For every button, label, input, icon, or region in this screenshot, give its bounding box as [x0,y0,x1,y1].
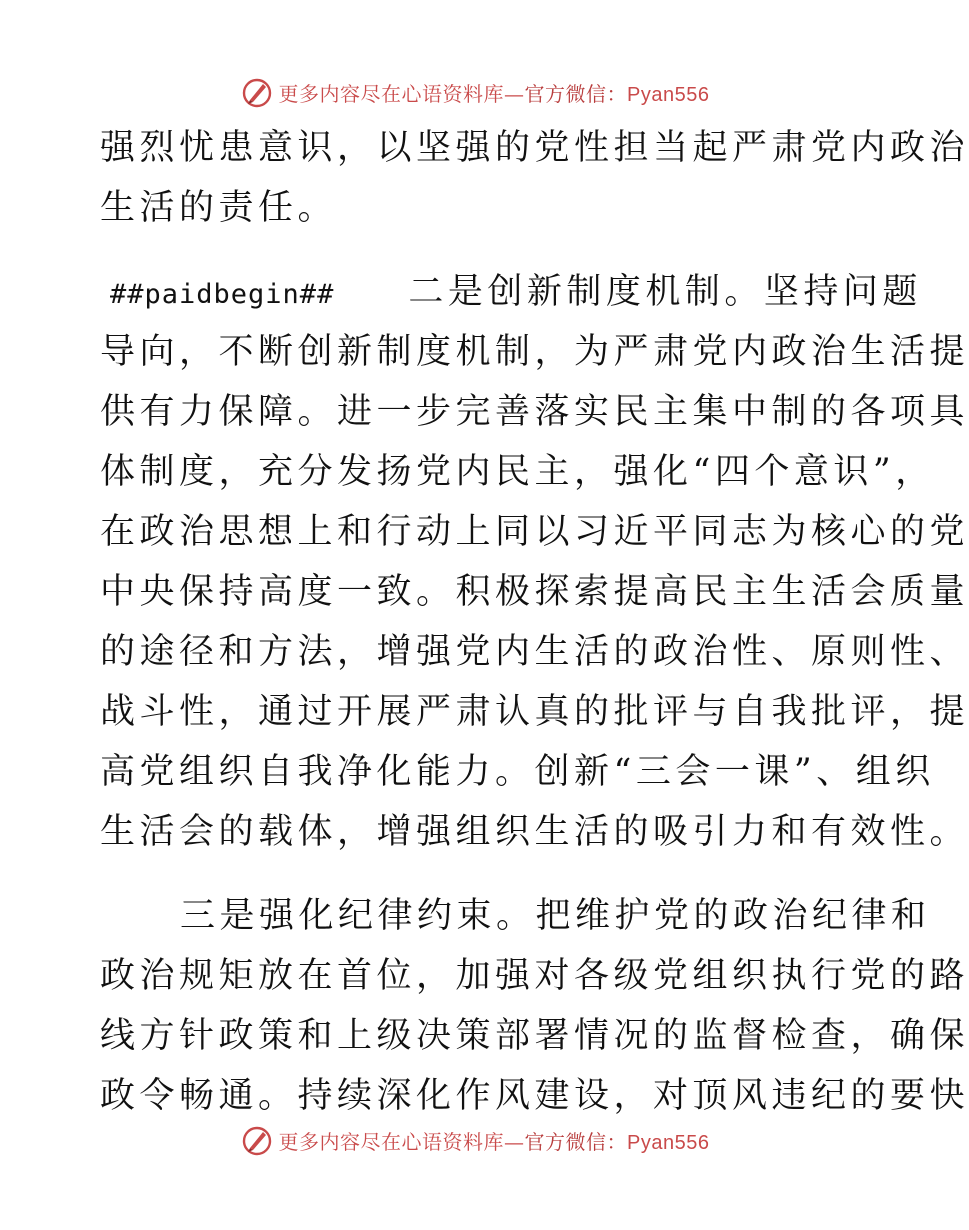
body-line: 导向，不断创新制度机制，为严肃党内政治生活提 [100,332,969,372]
paid-begin-marker: ##paidbegin## [110,279,335,310]
body-line: 中央保持高度一致。积极探索提高民主生活会质量 [100,572,969,612]
banner-wechat-handle: Pyan556 [627,83,710,106]
body-line: 供有力保障。进一步完善落实民主集中制的各项具 [100,392,969,432]
banner-site-name: 更多内容尽在心语资料库 [278,1129,505,1154]
body-line: 在政治思想上和行动上同以习近平同志为核心的党 [100,512,969,552]
body-line: 的途径和方法，增强党内生活的政治性、原则性、 [100,632,969,672]
document-body [100,118,969,1126]
banner-site-name: 更多内容尽在心语资料库 [278,81,505,106]
body-line: 高党组织自我净化能力。创新“三会一课”、组织 [100,752,935,792]
paragraph-start-line [100,262,922,322]
body-line: 政令畅通。持续深化作风建设，对顶风违纪的要快 [100,1076,969,1116]
header-watermark-banner [0,72,950,112]
banner-wechat-handle: Pyan556 [627,1131,710,1154]
body-line: 政治规矩放在首位，加强对各级党组织执行党的路 [100,956,969,996]
body-line: 生活的责任。 [100,188,338,228]
body-line: 线方针政策和上级决策部署情况的监督检查，确保 [100,1016,969,1056]
body-line-text: 二是创新制度机制。坚持问题 [408,272,922,312]
body-line: 战斗性，通过开展严肃认真的批评与自我批评，提 [100,692,969,732]
quill-pen-logo-icon [241,76,273,108]
banner-separator: — [504,1129,525,1154]
body-line: 生活会的载体，增强组织生活的吸引力和有效性。 [100,812,969,852]
paragraph-start-line: 三是强化纪律约束。把维护党的政治纪律和 [180,896,931,936]
banner-wechat-label: 官方微信： [524,81,628,106]
quill-pen-logo-icon [241,1124,273,1156]
body-line: 强烈忧患意识，以坚强的党性担当起严肃党内政治 [100,128,969,168]
body-line: 体制度，充分发扬党内民主，强化“四个意识”， [100,452,935,492]
banner-wechat-label: 官方微信： [524,1129,628,1154]
footer-watermark-banner [0,1120,950,1160]
banner-separator: — [504,81,525,106]
